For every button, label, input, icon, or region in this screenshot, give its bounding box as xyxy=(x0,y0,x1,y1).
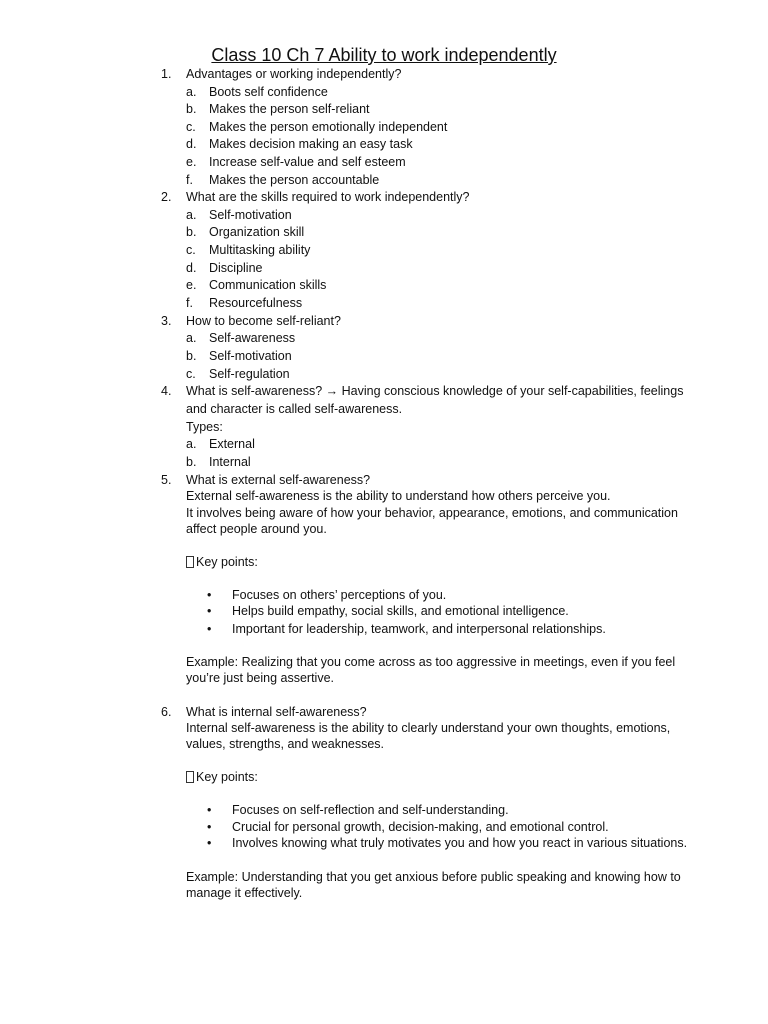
q5-bullet: Important for leadership, teamwork, and interpersonal relationships. xyxy=(232,622,606,636)
bullet-icon: • xyxy=(207,803,212,817)
q1-item: Increase self-value and self esteem xyxy=(209,155,406,169)
q2-item-letter: b. xyxy=(186,225,197,239)
bullet-icon: • xyxy=(207,604,212,618)
q1-item: Boots self confidence xyxy=(209,85,328,99)
page-title: Class 10 Ch 7 Ability to work independently xyxy=(211,45,557,65)
q3-item: Self-motivation xyxy=(209,349,292,363)
q6-number: 6. xyxy=(161,705,172,719)
q2-number: 2. xyxy=(161,190,172,204)
q5-example: you’re just being assertive. xyxy=(186,671,334,685)
q1-item: Makes the person self-reliant xyxy=(209,102,370,116)
q5-key-points-heading xyxy=(186,554,258,570)
q6-bullet: Involves knowing what truly motivates you and how you react in various situations. xyxy=(232,836,688,850)
q2-item: Discipline xyxy=(209,261,263,275)
q6-bullet: Focuses on self-reflection and self-understanding. xyxy=(232,803,509,817)
key-points-label: Key points: xyxy=(196,770,258,784)
q1-item-letter: b. xyxy=(186,102,197,116)
q3-item-letter: c. xyxy=(186,367,196,381)
q2-item-letter: d. xyxy=(186,261,197,275)
q2-item-letter: a. xyxy=(186,208,197,222)
q2-item-letter: f. xyxy=(186,296,193,310)
q6-bullet: Crucial for personal growth, decision-making, and emotional control. xyxy=(232,820,609,834)
q3-item: Self-awareness xyxy=(209,331,296,345)
q1-item-letter: c. xyxy=(186,120,196,134)
checkbox-glyph-icon xyxy=(186,771,194,783)
q1-item-letter: e. xyxy=(186,155,197,169)
q1-item: Makes the person emotionally independent xyxy=(209,120,448,134)
q6-question: What is internal self-awareness? xyxy=(186,705,367,719)
q5-question: What is external self-awareness? xyxy=(186,473,371,487)
q5-paragraph: External self-awareness is the ability to understand how others perceive you. xyxy=(186,489,611,503)
q4-item: Internal xyxy=(209,455,251,469)
q3-number: 3. xyxy=(161,314,172,328)
q4-item-letter: b. xyxy=(186,455,197,469)
checkbox-glyph-icon xyxy=(186,556,194,568)
q4-types-label: Types: xyxy=(186,420,223,434)
q1-item-letter: d. xyxy=(186,137,197,151)
q5-number: 5. xyxy=(161,473,172,487)
q4-question: What is self-awareness? → Having conscious knowledge of your self-capabilities, feelings xyxy=(186,384,684,398)
q1-item-letter: a. xyxy=(186,85,197,99)
key-points-label: Key points: xyxy=(196,555,258,569)
q1-number: 1. xyxy=(161,67,172,81)
q6-paragraph: Internal self-awareness is the ability to clearly understand your own thoughts, emotions, xyxy=(186,721,671,735)
q5-paragraph: It involves being aware of how your behavior, appearance, emotions, and communication xyxy=(186,506,678,520)
q1-item: Makes the person accountable xyxy=(209,173,380,187)
q5-bullet: Helps build empathy, social skills, and emotional intelligence. xyxy=(232,604,569,618)
q4-item-letter: a. xyxy=(186,437,197,451)
q5-bullet: Focuses on others’ perceptions of you. xyxy=(232,588,447,602)
q6-key-points-heading xyxy=(186,769,258,785)
q2-item: Self-motivation xyxy=(209,208,292,222)
q2-item-letter: e. xyxy=(186,278,197,292)
q5-example: Example: Realizing that you come across as too aggressive in meetings, even if you feel xyxy=(186,655,676,669)
bullet-icon: • xyxy=(207,622,212,636)
bullet-icon: • xyxy=(207,836,212,850)
q6-paragraph: values, strengths, and weaknesses. xyxy=(186,737,385,751)
bullet-icon: • xyxy=(207,588,212,602)
q3-item-letter: a. xyxy=(186,331,197,345)
q4-number: 4. xyxy=(161,384,172,398)
q6-example: manage it effectively. xyxy=(186,886,303,900)
q2-item: Organization skill xyxy=(209,225,305,239)
q1-item-letter: f. xyxy=(186,173,193,187)
bullet-icon: • xyxy=(207,820,212,834)
q6-example: Example: Understanding that you get anxious before public speaking and knowing how to xyxy=(186,870,681,884)
q2-item: Communication skills xyxy=(209,278,327,292)
q2-item: Resourcefulness xyxy=(209,296,303,310)
q1-item: Makes decision making an easy task xyxy=(209,137,413,151)
q2-item-letter: c. xyxy=(186,243,196,257)
q3-question: How to become self-reliant? xyxy=(186,314,341,328)
q2-item: Multitasking ability xyxy=(209,243,311,257)
q4-definition: and character is called self-awareness. xyxy=(186,402,403,416)
q2-question: What are the skills required to work independently? xyxy=(186,190,470,204)
q5-paragraph: affect people around you. xyxy=(186,522,327,536)
q3-item: Self-regulation xyxy=(209,367,290,381)
q4-item: External xyxy=(209,437,255,451)
q1-question: Advantages or working independently? xyxy=(186,67,402,81)
q3-item-letter: b. xyxy=(186,349,197,363)
